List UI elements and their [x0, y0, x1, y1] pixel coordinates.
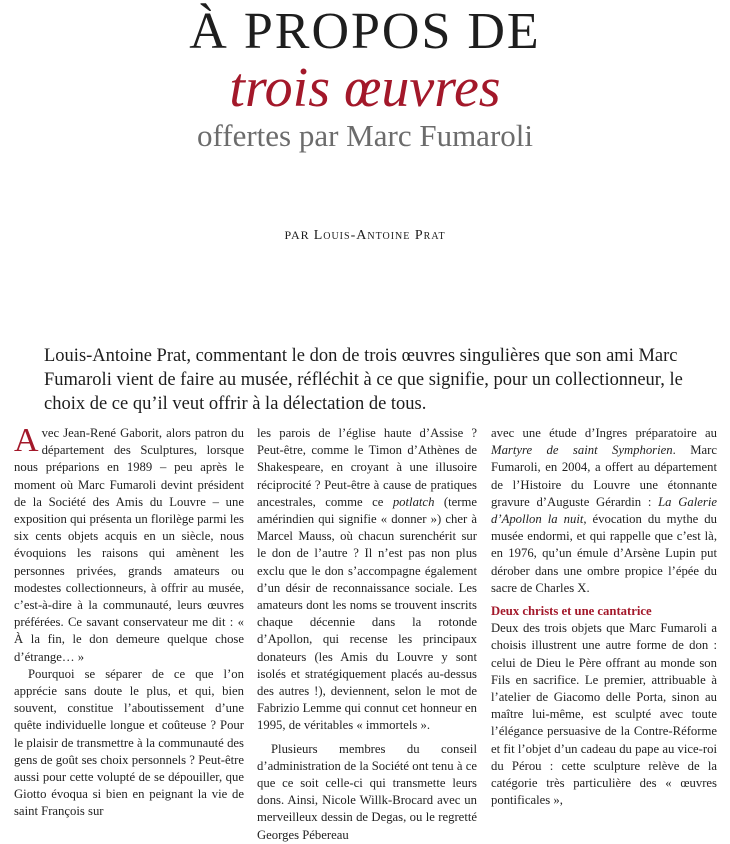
text-run: les parois de l’église haute d’Assise ? Peut-être, comme le Timon d’Athènes de Shakespeare, en croyant à une illusoire réciprocité ? Peut-être à cause de pratiques ancestrales, comme ce: [257, 426, 477, 509]
italic-term: potlatch: [392, 494, 435, 509]
byline: [0, 228, 730, 244]
article-title: [0, 4, 730, 154]
paragraph: [491, 425, 717, 597]
text-run: (terme amérindien qui signifie « donner ») cher à Marcel Mauss, où chacun surenchérit sur le don de l’autre ? Il n’est pas non plus exclu que le don s’accompagne également d’un désir de reconnaissance sociale. Les amateurs dont les noms se trouvent inscrits chaque décennie dans la rotonde d’Apollon, qui recense les principaux donateurs (les Amis du Louvre y sont isolés et stratégiquement placés au-dessus des autres !), deviennent, selon le mot de Fabrizio Lemme qui connut cet honneur en 1995, de véritables « immortels ».: [257, 494, 477, 733]
text-run: avec une étude d’Ingres préparatoire au: [491, 426, 717, 440]
column-1: [14, 422, 244, 821]
lede-paragraph: Louis-Antoine Prat, commentant le don de trois œuvres singulières que son ami Marc Fumaroli vient de faire au musée, réfléchit à ce que signifie, pour un collectionneur, le choix de ce qu’il veut offrir à la délectation de tous.: [44, 346, 683, 414]
title-line-1: À PROPOS DE: [189, 3, 541, 60]
title-line-2: trois œuvres: [229, 57, 501, 119]
paragraph: Deux des trois objets que Marc Fumaroli a choisis illustrent une autre forme de don : celui de Dieu le Père offrant au monde son Fils en sacrifice. Le premier, attribuable à l’atelier de Giacomo delle Porta, sinon au maître lui-même, est sculpté avec toute l’élégance persuasive de la Contre-Réforme et fit l’objet d’un cadeau du pape au vice-roi du Pérou : cette sculpture relève de la catégorie très particulière des « œuvres pontificales »,: [491, 621, 717, 808]
column-2: [257, 425, 477, 844]
drop-cap: A: [14, 422, 39, 459]
column-3: [491, 425, 717, 809]
paragraph: Pourquoi se séparer de ce que l’on apprécie sans doute le plus, et qui, bien souvent, constitue l’aboutissement d’une quête individuelle longue et coûteuse ? Pour le plaisir de transmettre à la communauté des gens de goût ses choix personnels ? Peut-être aussi pour cette volupté de se dépouiller, que Giotto évoqua si bien en peignant la vie de saint François sur: [14, 666, 244, 819]
byline-author: Louis-Antoine Prat: [313, 228, 446, 243]
text-run: . Marc Fumaroli, en 2004, a offert au département de l’Histoire du Louvre une étonnante gravure d’Auguste Gérardin :: [491, 443, 717, 509]
paragraph: [257, 425, 477, 735]
paragraph: Plusieurs membres du conseil d’administration de la Société ont tenu à ce que ce soit celle-ci qui transmette leurs dons. Ainsi, Nicole Willk-Brocard avec un merveilleux dessin de Degas, ou le regretté Georges Pébereau: [257, 741, 477, 842]
title-subtitle: offertes par Marc Fumaroli: [196, 118, 533, 153]
italic-title: La Galerie d’Apollon la nuit: [491, 494, 717, 527]
italic-title: Martyre de saint Symphorien: [491, 443, 673, 458]
paragraph-text: vec Jean-René Gaborit, alors patron du département des Sculptures, lorsque nous préparions en 1989 – peu après le moment où Marc Fumaroli devint président de la Société des Amis du Louvre – une exposition qui présenta un florilège parmi les six cents objets acquis en un siècle, nous évoquions les raisons qui amènent les personnes privées, grands amateurs ou modestes collectionneurs, à offrir au musée, c’est-à-dire à la communauté, leurs œuvres préférées. Ce savant conservateur me dit : « À la fin, le don demeure quelque chose d’étrange… »: [14, 426, 244, 664]
paragraph: [14, 422, 244, 666]
section-subheading: Deux christs et une cantatrice: [491, 604, 652, 619]
text-run: , évocation du mythe du musée endormi, et qui rappelle que c’est là, en 1976, qu’un émule d’Arsène Lupin put dérober dans une ombre propice l’épée du sacre de Charles X.: [491, 512, 717, 595]
byline-prefix: PAR: [284, 228, 310, 242]
